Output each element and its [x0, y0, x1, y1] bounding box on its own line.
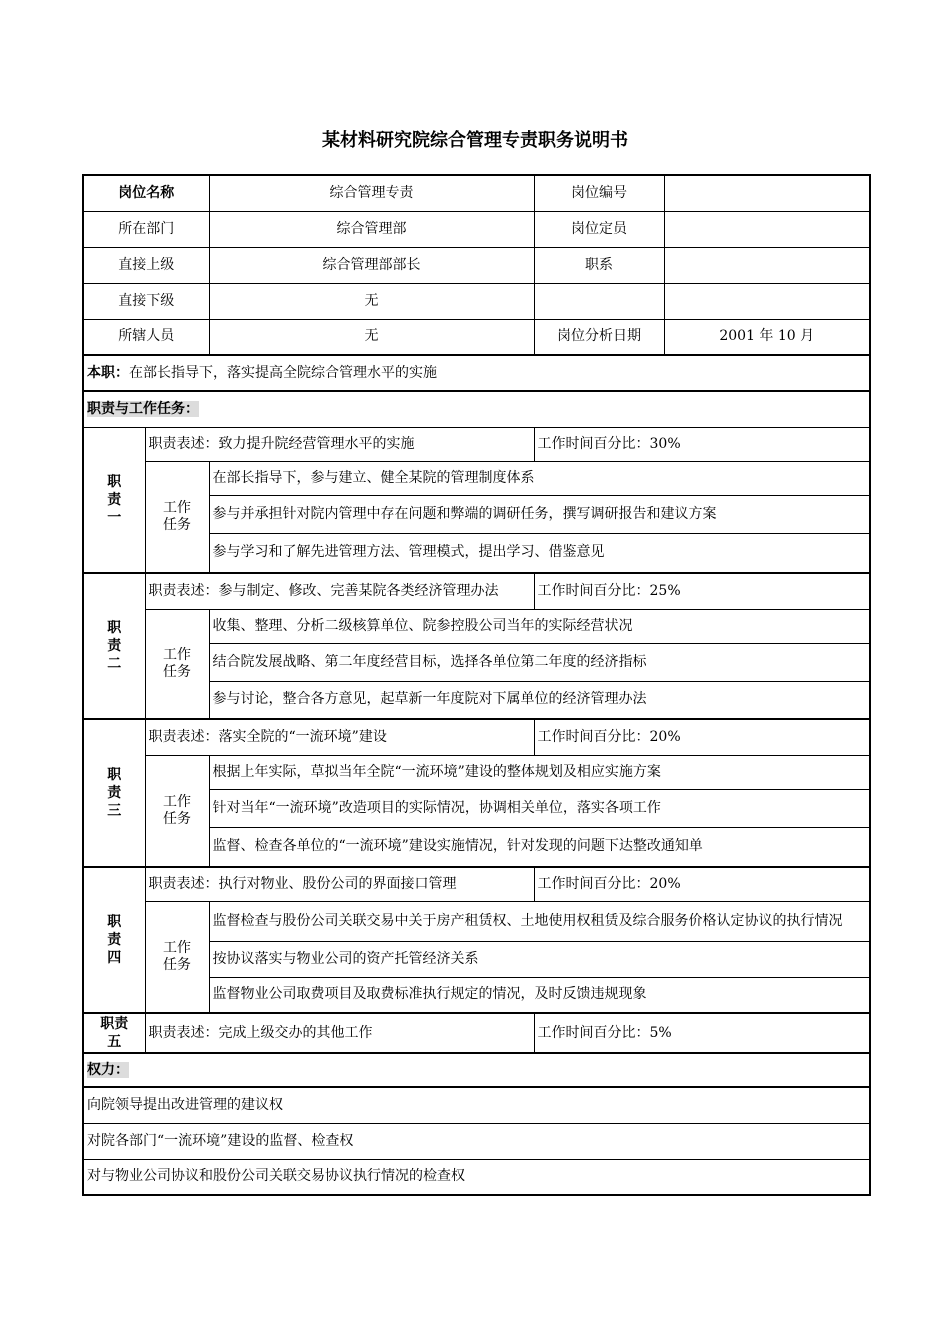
value-staff: 无 [209, 319, 534, 355]
duty-2-pct: 工作时间百分比：25% [534, 573, 870, 609]
duty-3-task-3: 监督、检查各单位的“一流环境”建设实施情况，针对发现的问题下达整改通知单 [209, 827, 870, 867]
duties-header-cell [83, 391, 870, 427]
value-superior: 综合管理部部长 [209, 247, 534, 283]
duty-3-task-1: 根据上年实际，草拟当年全院“一流环境”建设的整体规划及相应实施方案 [209, 755, 870, 789]
duty-4-name: 职责四 [107, 914, 122, 966]
duty-2-desc: 职责表述：参与制定、修改、完善某院各类经济管理办法 [145, 573, 534, 609]
duty-1-pct: 工作时间百分比：30% [534, 427, 870, 461]
duty-4-task-3: 监督物业公司取费项目及取费标准执行规定的情况，及时反馈违规现象 [209, 977, 870, 1013]
powers-header-row [83, 1053, 870, 1087]
duty-desc-row [83, 1013, 870, 1053]
duty-2-name: 职责二 [107, 620, 122, 672]
duty-3-pct: 工作时间百分比：20% [534, 719, 870, 755]
duty-4-label [83, 867, 145, 1013]
label-department: 所在部门 [83, 211, 209, 247]
task-row [83, 901, 870, 941]
duty-3-task-2: 针对当年“一流环境”改造项目的实际情况，协调相关单位，落实各项工作 [209, 789, 870, 827]
power-3: 对与物业公司协议和股份公司关联交易协议执行情况的检查权 [83, 1159, 870, 1195]
duty-desc-row [83, 573, 870, 609]
task-label [145, 901, 209, 1013]
duty-5-label [83, 1013, 145, 1053]
task-label [145, 461, 209, 573]
duty-desc-row [83, 427, 870, 461]
value-subordinate: 无 [209, 283, 534, 319]
info-row [83, 319, 870, 355]
value-analysis-date: 2001 年 10 月 [664, 319, 870, 355]
label-superior: 直接上级 [83, 247, 209, 283]
empty-cell [534, 283, 664, 319]
duty-1-label [83, 427, 145, 573]
task-label-text: 工作任务 [163, 646, 191, 680]
value-headcount [664, 211, 870, 247]
info-row [83, 211, 870, 247]
power-row [83, 1159, 870, 1195]
power-row [83, 1087, 870, 1123]
page-title: 某材料研究院综合管理专责职务说明书 [322, 130, 628, 151]
duty-1-task-2: 参与并承担针对院内管理中存在问题和弊端的调研任务，撰写调研报告和建议方案 [209, 495, 870, 533]
value-department: 综合管理部 [209, 211, 534, 247]
power-row [83, 1123, 870, 1159]
info-row [83, 175, 870, 211]
duty-3-name: 职责三 [107, 767, 122, 819]
main-duty-label: 本职： [87, 364, 129, 381]
duty-3-label [83, 719, 145, 867]
duty-1-task-3: 参与学习和了解先进管理方法、管理模式，提出学习、借鉴意见 [209, 533, 870, 573]
label-position-code: 岗位编号 [534, 175, 664, 211]
label-position-name: 岗位名称 [83, 175, 209, 211]
duty-2-label [83, 573, 145, 719]
duty-desc-row [83, 719, 870, 755]
duty-2-task-2: 结合院发展战略、第二年度经营目标，选择各单位第二年度的经济指标 [209, 643, 870, 681]
label-staff: 所辖人员 [83, 319, 209, 355]
task-label-text: 工作任务 [163, 499, 191, 533]
task-label-text: 工作任务 [163, 793, 191, 827]
duty-1-desc: 职责表述：致力提升院经营管理水平的实施 [145, 427, 534, 461]
task-label [145, 609, 209, 719]
task-row [83, 461, 870, 495]
task-row [83, 755, 870, 789]
value-job-family [664, 247, 870, 283]
duty-5-desc: 职责表述：完成上级交办的其他工作 [145, 1013, 534, 1053]
job-description-table [82, 174, 871, 1196]
main-duty-text: 在部长指导下，落实提高全院综合管理水平的实施 [129, 364, 437, 381]
duty-4-task-2: 按协议落实与物业公司的资产托管经济关系 [209, 941, 870, 977]
duty-4-pct: 工作时间百分比：20% [534, 867, 870, 901]
label-analysis-date: 岗位分析日期 [534, 319, 664, 355]
empty-cell [664, 283, 870, 319]
task-row [83, 609, 870, 643]
duty-1-name: 职责一 [107, 473, 122, 526]
powers-header: 权力： [87, 1061, 129, 1078]
duty-1-task-1: 在部长指导下，参与建立、健全某院的管理制度体系 [209, 461, 870, 495]
label-job-family: 职系 [534, 247, 664, 283]
power-1: 向院领导提出改进管理的建议权 [83, 1087, 870, 1123]
powers-header-cell [83, 1053, 870, 1087]
label-subordinate: 直接下级 [83, 283, 209, 319]
duties-header: 职责与工作任务： [87, 400, 199, 417]
task-label-text: 工作任务 [163, 939, 191, 973]
info-row [83, 283, 870, 319]
duty-2-task-1: 收集、整理、分析二级核算单位、院参控股公司当年的实际经营状况 [209, 609, 870, 643]
main-duty-row [83, 355, 870, 391]
duty-5-pct: 工作时间百分比：5% [534, 1013, 870, 1053]
value-position-name: 综合管理专责 [209, 175, 534, 211]
value-position-code [664, 175, 870, 211]
duty-4-task-1: 监督检查与股份公司关联交易中关于房产租赁权、土地使用权租赁及综合服务价格认定协议的执行情况 [209, 901, 870, 941]
duty-3-desc: 职责表述：落实全院的“一流环境”建设 [145, 719, 534, 755]
label-headcount: 岗位定员 [534, 211, 664, 247]
task-label [145, 755, 209, 867]
duty-desc-row [83, 867, 870, 901]
duty-2-task-3: 参与讨论，整合各方意见，起草新一年度院对下属单位的经济管理办法 [209, 681, 870, 719]
duty-4-desc: 职责表述：执行对物业、股份公司的界面接口管理 [145, 867, 534, 901]
main-duty-cell [83, 355, 870, 391]
info-row [83, 247, 870, 283]
duties-header-row [83, 391, 870, 427]
duty-5-name: 职责五 [100, 1016, 129, 1050]
power-2: 对院各部门“一流环境”建设的监督、检查权 [83, 1123, 870, 1159]
